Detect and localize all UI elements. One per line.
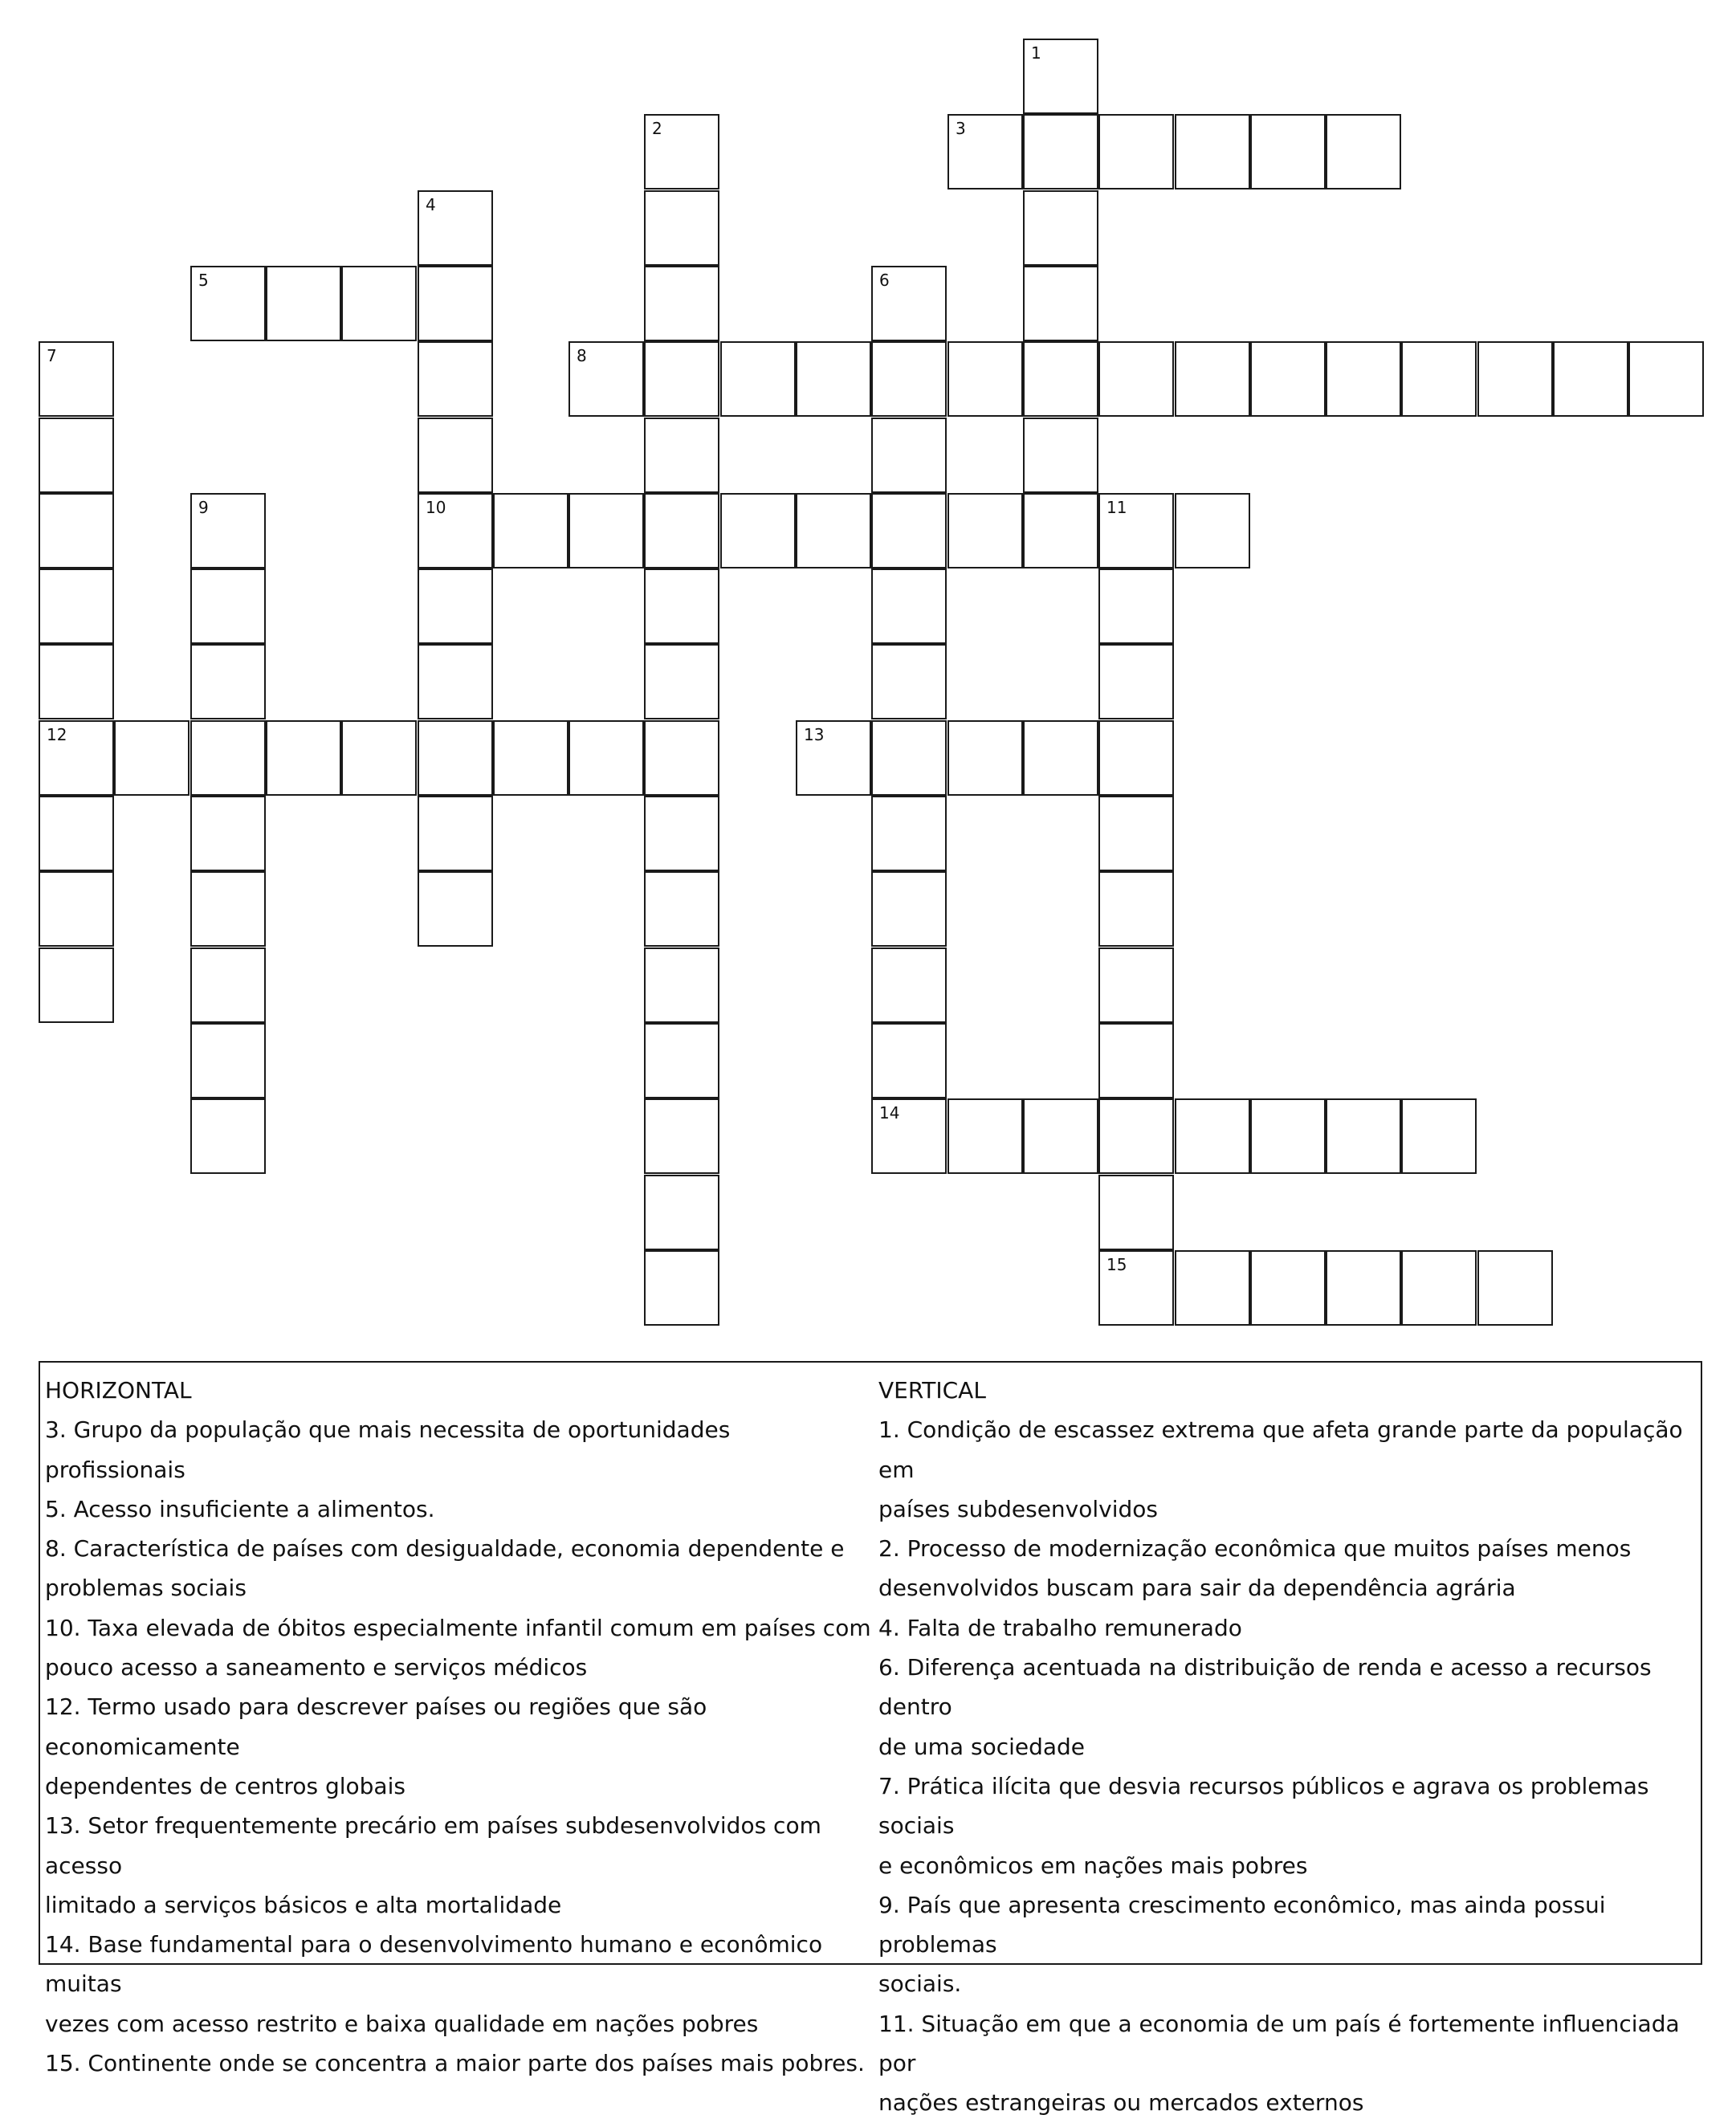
crossword-cell[interactable]	[1401, 1098, 1477, 1174]
clue-line: pouco acesso a saneamento e serviços médicos	[45, 1654, 588, 1681]
crossword-cell[interactable]	[190, 493, 266, 568]
crossword-cell[interactable]	[947, 493, 1023, 568]
crossword-cell[interactable]	[1023, 39, 1098, 114]
crossword-cell[interactable]	[1023, 114, 1098, 189]
clue-number: 15	[1106, 1255, 1127, 1274]
clue-number: 11	[1106, 498, 1127, 517]
crossword-cell[interactable]	[1326, 341, 1401, 417]
clue-line: 6. Diferença acentuada na distribuição de renda e acesso a recursos dentro	[878, 1654, 1652, 1721]
crossword-cell[interactable]	[1098, 644, 1174, 719]
clue-number: 7	[47, 346, 57, 365]
clue-number: 1	[1031, 43, 1041, 63]
crossword-cell[interactable]	[39, 493, 114, 568]
crossword-cell[interactable]	[720, 493, 796, 568]
crossword-cell[interactable]	[1023, 493, 1098, 568]
crossword-cell[interactable]	[1175, 341, 1250, 417]
crossword-cell[interactable]	[1175, 114, 1250, 189]
crossword-cell[interactable]	[1477, 341, 1553, 417]
crossword-cell[interactable]	[644, 190, 719, 266]
clue-line: 11. Situação em que a economia de um país é fortemente influenciada por	[878, 2010, 1680, 2077]
clue-line: 15. Continente onde se concentra a maior parte dos países mais pobres.	[45, 2050, 865, 2077]
crossword-cell[interactable]	[114, 720, 189, 796]
crossword-cell[interactable]	[418, 720, 493, 796]
crossword-cell[interactable]	[190, 720, 266, 796]
crossword-cell[interactable]	[644, 796, 719, 871]
crossword-cell[interactable]	[947, 1098, 1023, 1174]
crossword-cell[interactable]	[190, 644, 266, 719]
crossword-cell[interactable]	[1098, 1098, 1174, 1174]
crossword-cell[interactable]	[644, 644, 719, 719]
crossword-cell[interactable]	[1098, 947, 1174, 1023]
crossword-cell[interactable]	[1250, 1250, 1326, 1326]
crossword-cell[interactable]	[190, 1023, 266, 1098]
crossword-cell[interactable]	[418, 418, 493, 493]
crossword-cell[interactable]	[947, 114, 1023, 189]
crossword-cell[interactable]	[568, 720, 644, 796]
clue-line: 7. Prática ilícita que desvia recursos públicos e agrava os problemas sociais	[878, 1772, 1649, 1840]
crossword-cell[interactable]	[871, 871, 947, 947]
crossword-cell[interactable]	[871, 947, 947, 1023]
crossword-cell[interactable]	[1023, 341, 1098, 417]
crossword-cell[interactable]	[493, 720, 568, 796]
crossword-cell[interactable]	[418, 266, 493, 341]
vertical-clues	[878, 1371, 1699, 2123]
clue-line: 5. Acesso insuficiente a alimentos.	[45, 1495, 435, 1522]
crossword-cell[interactable]	[644, 1250, 719, 1326]
clue-number: 5	[198, 271, 209, 290]
crossword-cell[interactable]	[1326, 114, 1401, 189]
crossword-cell[interactable]	[947, 341, 1023, 417]
crossword-cell[interactable]	[39, 947, 114, 1023]
crossword-cell[interactable]	[644, 568, 719, 644]
crossword-cell[interactable]	[1553, 341, 1628, 417]
crossword-cell[interactable]	[568, 493, 644, 568]
clue-number: 3	[956, 119, 966, 138]
crossword-cell[interactable]	[418, 341, 493, 417]
crossword-cell[interactable]	[568, 341, 644, 417]
crossword-cell[interactable]	[1098, 796, 1174, 871]
crossword-cell[interactable]	[190, 266, 266, 341]
crossword-cell[interactable]	[190, 947, 266, 1023]
crossword-cell[interactable]	[1023, 720, 1098, 796]
crossword-cell[interactable]	[871, 418, 947, 493]
crossword-cell[interactable]	[796, 720, 871, 796]
crossword-cell[interactable]	[871, 796, 947, 871]
crossword-cell[interactable]	[644, 720, 719, 796]
crossword-cell[interactable]	[796, 493, 871, 568]
crossword-cell[interactable]	[39, 871, 114, 947]
crossword-cell[interactable]	[341, 720, 417, 796]
crossword-cell[interactable]	[1250, 1098, 1326, 1174]
clue-line: 2. Processo de modernização econômica que muitos países menos	[878, 1535, 1632, 1563]
clue-number: 12	[47, 725, 67, 744]
crossword-cell[interactable]	[418, 493, 493, 568]
crossword-cell[interactable]	[266, 266, 341, 341]
crossword-cell[interactable]	[1250, 341, 1326, 417]
clue-line: 9. País que apresenta crescimento econômico, mas ainda possui problemas	[878, 1891, 1606, 1958]
crossword-cell[interactable]	[1175, 1098, 1250, 1174]
clue-number: 2	[652, 119, 662, 138]
crossword-cell[interactable]	[871, 568, 947, 644]
clue-line: problemas sociais	[45, 1575, 247, 1602]
crossword-cell[interactable]	[1477, 1250, 1553, 1326]
crossword-cell[interactable]	[1023, 266, 1098, 341]
clue-line: nações estrangeiras ou mercados externos	[878, 2089, 1364, 2117]
clue-line: países subdesenvolvidos	[878, 1495, 1159, 1522]
horizontal-heading: HORIZONTAL	[45, 1377, 192, 1404]
clue-line: 8. Característica de países com desigualdade, economia dependente e	[45, 1535, 845, 1563]
crossword-cell[interactable]	[1250, 114, 1326, 189]
crossword-cell[interactable]	[190, 796, 266, 871]
clue-line: 4. Falta de trabalho remunerado	[878, 1614, 1242, 1641]
vertical-heading: VERTICAL	[878, 1377, 986, 1404]
crossword-cell[interactable]	[190, 568, 266, 644]
clue-number: 10	[426, 498, 446, 517]
crossword-cell[interactable]	[190, 871, 266, 947]
crossword-cell[interactable]	[1098, 341, 1174, 417]
crossword-cell[interactable]	[1098, 1023, 1174, 1098]
horizontal-clues	[45, 1371, 872, 2083]
crossword-cell[interactable]	[644, 418, 719, 493]
clue-line: e econômicos em nações mais pobres	[878, 1852, 1308, 1879]
crossword-cell[interactable]	[1098, 568, 1174, 644]
crossword-cell[interactable]	[644, 1175, 719, 1250]
crossword-cell[interactable]	[39, 418, 114, 493]
crossword-cell[interactable]	[720, 341, 796, 417]
crossword-cell[interactable]	[1326, 1250, 1401, 1326]
crossword-cell[interactable]	[1401, 341, 1477, 417]
crossword-cell[interactable]	[947, 720, 1023, 796]
crossword-cell[interactable]	[39, 568, 114, 644]
clue-number: 8	[577, 346, 587, 365]
crossword-cell[interactable]	[1098, 1250, 1174, 1326]
clue-line: 3. Grupo da população que mais necessita de oportunidades profissionais	[45, 1416, 731, 1483]
crossword-cell[interactable]	[418, 644, 493, 719]
clue-line: vezes com acesso restrito e baixa qualidade em nações pobres	[45, 2010, 759, 2037]
crossword-cell[interactable]	[871, 1098, 947, 1174]
crossword-cell[interactable]	[418, 871, 493, 947]
crossword-cell[interactable]	[1023, 190, 1098, 266]
crossword-cell[interactable]	[644, 1098, 719, 1174]
crossword-cell[interactable]	[418, 796, 493, 871]
clue-number: 6	[879, 271, 890, 290]
crossword-cell[interactable]	[1098, 1175, 1174, 1250]
crossword-cell[interactable]	[1098, 114, 1174, 189]
crossword-cell[interactable]	[1401, 1250, 1477, 1326]
crossword-cell[interactable]	[341, 266, 417, 341]
crossword-cell[interactable]	[871, 644, 947, 719]
crossword-cell[interactable]	[871, 266, 947, 341]
crossword-cell[interactable]	[190, 1098, 266, 1174]
clue-line: dependentes de centros globais	[45, 1772, 405, 1799]
crossword-cell[interactable]	[644, 947, 719, 1023]
clue-number: 9	[198, 498, 209, 517]
crossword-cell[interactable]	[1326, 1098, 1401, 1174]
crossword-cell[interactable]	[1175, 493, 1250, 568]
clue-line: limitado a serviços básicos e alta mortalidade	[45, 1891, 562, 1918]
crossword-cell[interactable]	[266, 720, 341, 796]
clue-number: 13	[804, 725, 825, 744]
crossword-cell[interactable]	[1023, 418, 1098, 493]
crossword-cell[interactable]	[493, 493, 568, 568]
crossword-cell[interactable]	[39, 341, 114, 417]
crossword-cell[interactable]	[1098, 720, 1174, 796]
clues-box	[39, 1361, 1702, 2117]
crossword-cell[interactable]	[39, 796, 114, 871]
crossword-cell[interactable]	[418, 190, 493, 266]
crossword-cell[interactable]	[39, 720, 114, 796]
crossword-cell[interactable]	[871, 341, 947, 417]
crossword-cell[interactable]	[644, 493, 719, 568]
clue-line: desenvolvidos buscam para sair da dependência agrária	[878, 1575, 1516, 1602]
crossword-cell[interactable]	[644, 266, 719, 341]
crossword-cell[interactable]	[871, 720, 947, 796]
crossword-cell[interactable]	[871, 493, 947, 568]
crossword-cell[interactable]	[644, 1023, 719, 1098]
crossword-cell[interactable]	[644, 341, 719, 417]
clue-line: 14. Base fundamental para o desenvolvimento humano e econômico muitas	[45, 1931, 823, 1998]
crossword-cell[interactable]	[796, 341, 871, 417]
crossword-cell[interactable]	[644, 114, 719, 189]
crossword-cell[interactable]	[1098, 493, 1174, 568]
clue-line: 12. Termo usado para descrever países ou regiões que são economicamente	[45, 1693, 707, 1760]
clue-line: 1. Condição de escassez extrema que afeta grande parte da população em	[878, 1416, 1683, 1483]
crossword-cell[interactable]	[1175, 1250, 1250, 1326]
crossword-cell[interactable]	[1628, 341, 1704, 417]
clue-line: sociais.	[878, 1970, 962, 1998]
clue-line: 13. Setor frequentemente precário em países subdesenvolvidos com acesso	[45, 1812, 821, 1879]
crossword-cell[interactable]	[418, 568, 493, 644]
crossword-cell[interactable]	[644, 871, 719, 947]
clue-number: 14	[879, 1103, 900, 1123]
crossword-cell[interactable]	[39, 644, 114, 719]
clue-line: de uma sociedade	[878, 1733, 1086, 1760]
clue-number: 4	[426, 195, 436, 214]
crossword-cell[interactable]	[871, 1023, 947, 1098]
clue-line: 10. Taxa elevada de óbitos especialmente infantil comum em países com	[45, 1614, 871, 1641]
crossword-cell[interactable]	[1023, 1098, 1098, 1174]
crossword-cell[interactable]	[1098, 871, 1174, 947]
